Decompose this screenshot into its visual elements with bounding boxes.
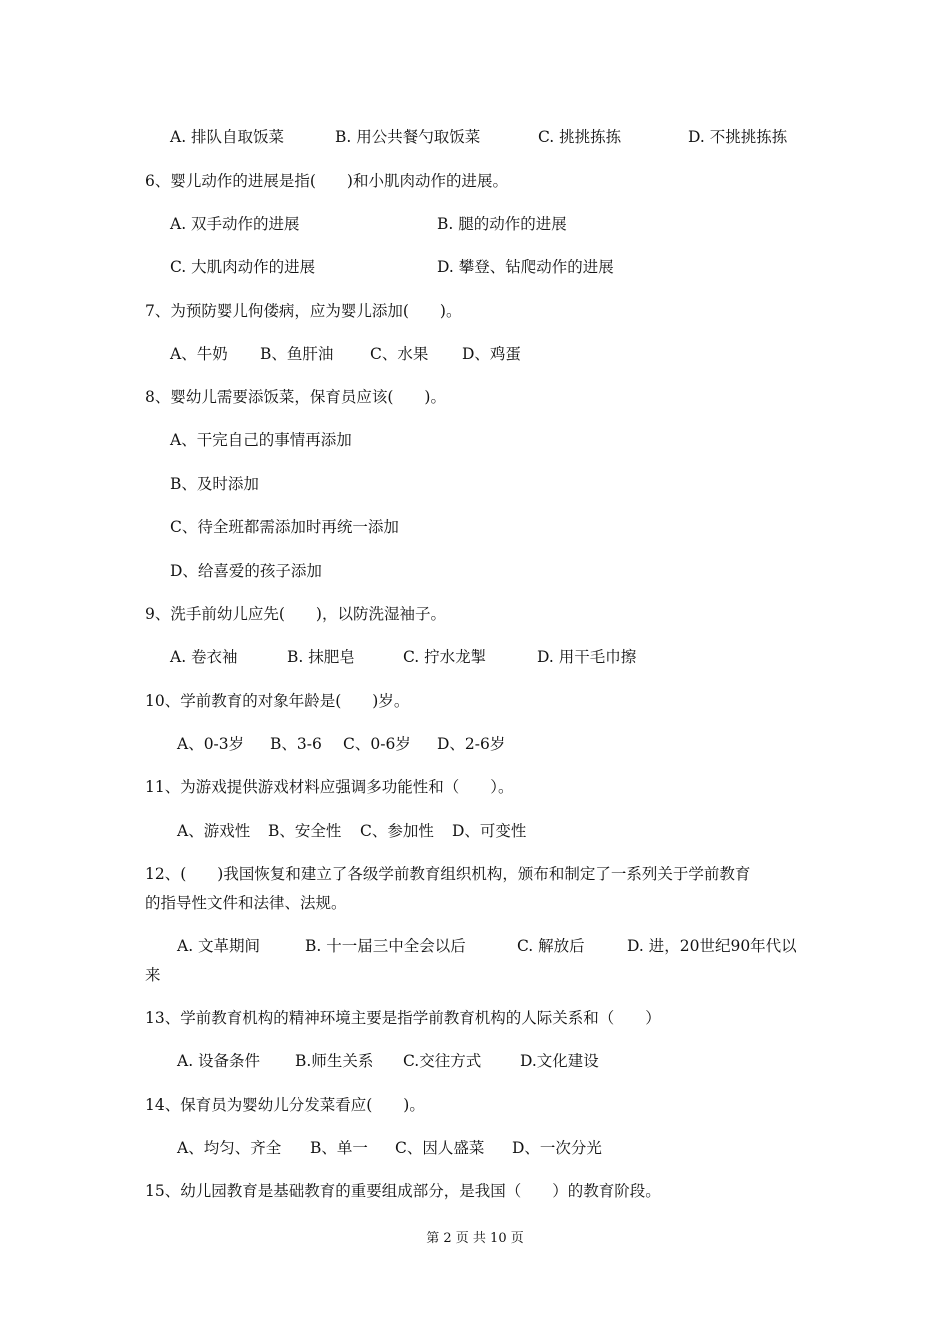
q5-option-d: D. 不挑挑拣拣: [688, 128, 788, 146]
q6-option-d: D. 攀登、钻爬动作的进展: [437, 258, 614, 276]
q14-option-c: C、因人盛菜: [395, 1139, 485, 1157]
q9-stem: 9、洗手前幼儿应先( )，以防洗湿袖子。: [145, 605, 446, 623]
q7-stem: 7、为预防婴儿佝偻病，应为婴儿添加( )。: [145, 302, 462, 320]
q10-option-b: B、3-6: [270, 735, 322, 753]
q11-option-a: A、游戏性: [177, 822, 251, 840]
q8-stem: 8、婴幼儿需要添饭菜，保育员应该( )。: [145, 388, 446, 406]
q13-option-c: C.交往方式: [403, 1052, 482, 1070]
q8-option-d: D、给喜爱的孩子添加: [170, 562, 322, 580]
q14-option-a: A、均匀、齐全: [177, 1139, 282, 1157]
q5-option-a: A. 排队自取饭菜: [170, 128, 285, 146]
q14-option-d: D、一次分光: [512, 1139, 602, 1157]
q8-option-c: C、待全班都需添加时再统一添加: [170, 518, 399, 536]
q7-option-d: D、鸡蛋: [462, 345, 521, 363]
q11-option-d: D、可变性: [452, 822, 527, 840]
page-number: 第 2 页 共 10 页: [426, 1231, 524, 1246]
q12-option-d-wrap: 来: [145, 966, 161, 984]
q7-option-a: A、牛奶: [170, 345, 228, 363]
q12-stem-line2: 的指导性文件和法律、法规。: [145, 894, 347, 912]
q5-option-c: C. 挑挑拣拣: [538, 128, 622, 146]
q12-option-d: D. 进，20世纪90年代以: [627, 937, 797, 955]
q11-option-b: B、安全性: [268, 822, 342, 840]
q6-option-a: A. 双手动作的进展: [170, 215, 300, 233]
q10-option-d: D、2-6岁: [437, 735, 506, 753]
q6-option-c: C. 大肌肉动作的进展: [170, 258, 316, 276]
q14-stem: 14、保育员为婴幼儿分发菜看应( )。: [145, 1096, 425, 1114]
q13-option-b: B.师生关系: [295, 1052, 374, 1070]
q9-option-c: C. 拧水龙掣: [403, 648, 487, 666]
q12-stem-line1: 12、( )我国恢复和建立了各级学前教育组织机构，颁布和制定了一系列关于学前教育: [145, 865, 751, 883]
q13-stem: 13、学前教育机构的精神环境主要是指学前教育机构的人际关系和（ ）: [145, 1009, 661, 1027]
q5-option-b: B. 用公共餐勺取饭菜: [335, 128, 481, 146]
q8-option-b: B、及时添加: [170, 475, 259, 493]
q9-option-d: D. 用干毛巾擦: [537, 648, 637, 666]
q12-option-c: C. 解放后: [517, 937, 585, 955]
q10-option-a: A、0-3岁: [177, 735, 245, 753]
q6-option-b: B. 腿的动作的进展: [437, 215, 567, 233]
q8-option-a: A、干完自己的事情再添加: [170, 431, 352, 449]
q9-option-b: B. 抹肥皂: [287, 648, 355, 666]
q10-option-c: C、0-6岁: [343, 735, 411, 753]
q13-option-d: D.文化建设: [520, 1052, 599, 1070]
q14-option-b: B、单一: [310, 1139, 368, 1157]
q11-option-c: C、参加性: [360, 822, 434, 840]
q6-stem: 6、婴儿动作的进展是指( )和小肌肉动作的进展。: [145, 172, 508, 190]
q10-stem: 10、学前教育的对象年龄是( )岁。: [145, 692, 410, 710]
q11-stem: 11、为游戏提供游戏材料应强调多功能性和（ ）。: [145, 778, 514, 796]
q13-option-a: A. 设备条件: [177, 1052, 261, 1070]
q7-option-c: C、水果: [370, 345, 429, 363]
q12-option-a: A. 文革期间: [177, 937, 261, 955]
q12-option-b: B. 十一届三中全会以后: [305, 937, 466, 955]
q7-option-b: B、鱼肝油: [260, 345, 334, 363]
q15-stem: 15、幼儿园教育是基础教育的重要组成部分，是我国（ ）的教育阶段。: [145, 1182, 661, 1200]
q9-option-a: A. 卷衣袖: [170, 648, 238, 666]
